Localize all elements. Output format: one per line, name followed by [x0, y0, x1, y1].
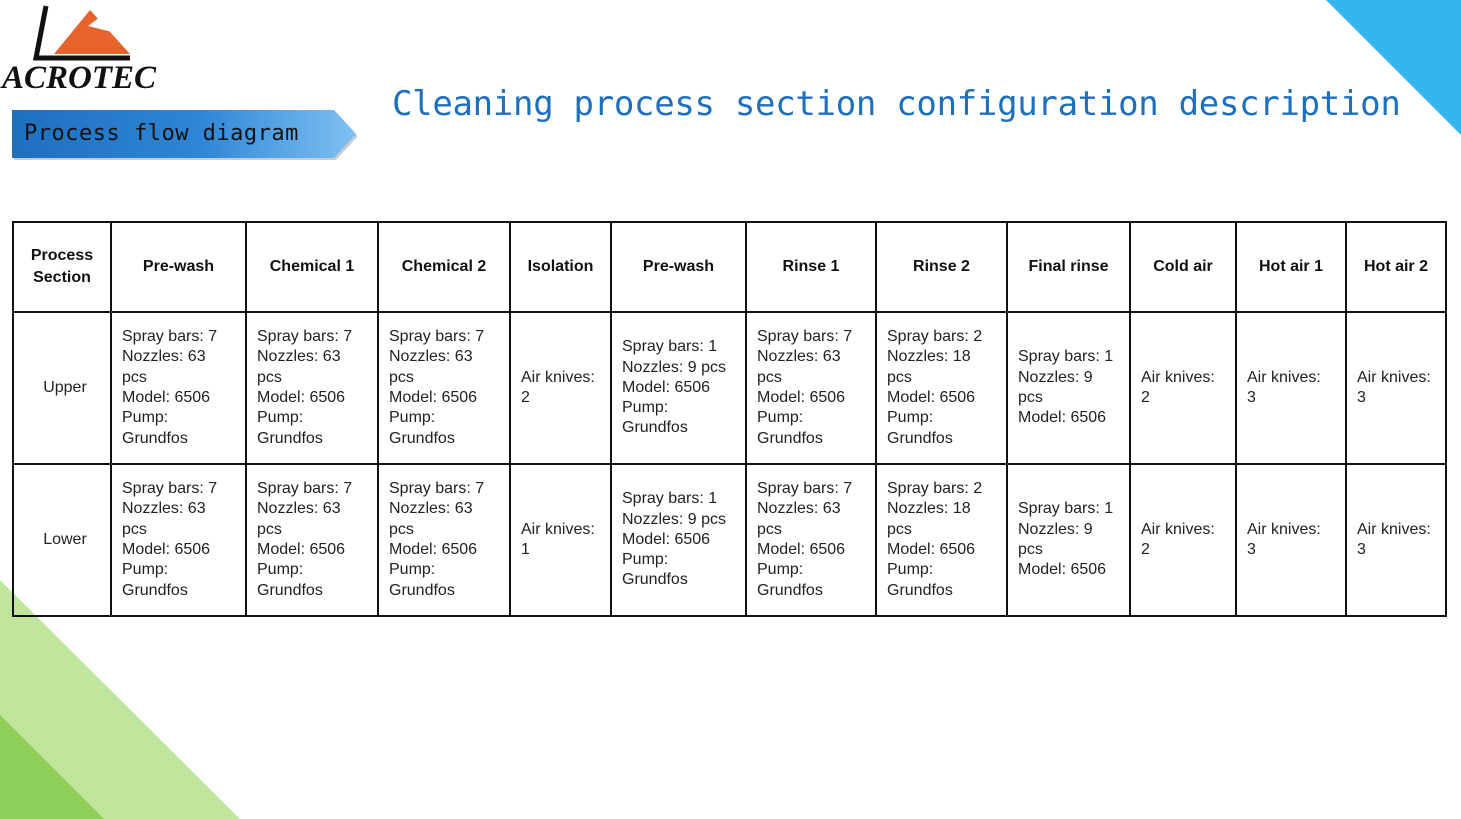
logo-mountain-icon [30, 4, 140, 62]
cell-line: 3 [1247, 541, 1256, 558]
cell-line: Nozzles: 9 pcs [622, 358, 727, 376]
cell-line: Spray bars: 7 [122, 328, 218, 346]
header-column: Hot air 2 [1346, 222, 1446, 312]
cell-line: Nozzles: 9 [1018, 520, 1093, 538]
cell-line: Pump: [887, 409, 934, 427]
header-column: Hot air 1 [1236, 222, 1346, 312]
table-row [13, 312, 1446, 464]
table-cell [1130, 464, 1236, 616]
cell-line: pcs [257, 368, 282, 386]
cell-line: Nozzles: 63 [389, 500, 473, 518]
cell-line: Model: 6506 [757, 541, 846, 558]
row-label: Upper [13, 312, 111, 464]
cell-line: Grundfos [887, 581, 953, 599]
cell-line: Spray bars: 7 [257, 480, 353, 498]
table-cell [246, 312, 378, 464]
table-cell [876, 312, 1007, 464]
cell-line: Pump: [887, 561, 934, 579]
cell-line: pcs [757, 520, 782, 538]
cell-line: Air knives: [1357, 368, 1431, 386]
page-title: Cleaning process section configuration description [392, 84, 1401, 124]
header-column: Cold air [1130, 222, 1236, 312]
header-column: Pre-wash [111, 222, 246, 312]
cell-line: Model: 6506 [887, 389, 976, 406]
cell-line: Spray bars: 1 [1018, 348, 1114, 366]
cell-line: pcs [757, 368, 782, 386]
cell-line: Nozzles: 18 [887, 500, 971, 518]
cell-line: Nozzles: 63 [122, 500, 206, 518]
cell-line: Nozzles: 18 [887, 348, 971, 366]
table-cell [746, 312, 876, 464]
cell-line: Nozzles: 63 [122, 348, 206, 366]
cell-line: Spray bars: 7 [757, 328, 853, 346]
cell-line: pcs [1018, 541, 1043, 558]
cell-line: Model: 6506 [757, 389, 846, 406]
cell-line: Pump: [257, 561, 304, 579]
cell-line: Spray bars: 7 [257, 328, 353, 346]
cell-line: pcs [257, 520, 282, 538]
cell-line: Spray bars: 2 [887, 328, 983, 346]
header-column: Isolation [510, 222, 611, 312]
table-cell [1346, 312, 1446, 464]
cell-line: Model: 6506 [389, 541, 478, 558]
cell-line: 1 [521, 541, 530, 558]
table-cell [1007, 464, 1130, 616]
header-column: Rinse 2 [876, 222, 1007, 312]
table-cell [246, 464, 378, 616]
header-process-section: Process Section [13, 222, 111, 312]
cell-line: pcs [1018, 389, 1043, 406]
cell-line: Air knives: [1141, 368, 1215, 386]
cell-line: Model: 6506 [122, 541, 211, 558]
table-cell [611, 312, 746, 464]
cell-line: Nozzles: 63 [757, 348, 841, 366]
cell-line: Nozzles: 63 [257, 348, 341, 366]
cell-line: Air knives: [1247, 368, 1321, 386]
cell-line: Grundfos [257, 581, 323, 599]
cell-line: Model: 6506 [257, 389, 346, 406]
cell-line: Model: 6506 [622, 378, 711, 396]
logo-text: ACROTEC [2, 60, 157, 96]
cell-line: pcs [887, 520, 912, 538]
table-cell [510, 312, 611, 464]
cell-line: 2 [1141, 541, 1150, 558]
cell-line: Model: 6506 [1018, 561, 1107, 579]
cell-line: 2 [521, 389, 530, 406]
cell-line: Model: 6506 [122, 389, 211, 406]
cell-line: Pump: [122, 409, 169, 427]
cell-line: Nozzles: 9 pcs [622, 510, 727, 528]
cell-line: Grundfos [887, 429, 953, 447]
table-row [13, 464, 1446, 616]
cell-line: Air knives: [521, 368, 595, 386]
cell-line: Pump: [122, 561, 169, 579]
cell-line: Model: 6506 [887, 541, 976, 558]
cell-line: 2 [1141, 389, 1150, 406]
cell-line: Grundfos [622, 571, 688, 589]
company-logo [0, 0, 170, 100]
cell-line: Nozzles: 63 [757, 500, 841, 518]
cell-line: Pump: [622, 551, 669, 569]
cell-line: Pump: [389, 409, 436, 427]
cell-line: Grundfos [622, 419, 688, 437]
cell-line: Spray bars: 7 [757, 480, 853, 498]
configuration-table [12, 221, 1447, 617]
cell-line: Model: 6506 [389, 389, 478, 406]
banner-label: Process flow diagram [24, 121, 299, 146]
cell-line: Grundfos [389, 429, 455, 447]
table-header-row [13, 222, 1446, 312]
cell-line: Spray bars: 2 [887, 480, 983, 498]
cell-line: Spray bars: 1 [1018, 500, 1114, 518]
table-cell [510, 464, 611, 616]
cell-line: Grundfos [122, 429, 188, 447]
cell-line: 3 [1357, 389, 1366, 406]
header-column: Pre-wash [611, 222, 746, 312]
cell-line: Pump: [389, 561, 436, 579]
cell-line: pcs [887, 368, 912, 386]
cell-line: Air knives: [1247, 520, 1321, 538]
header-column: Final rinse [1007, 222, 1130, 312]
cell-line: Spray bars: 7 [122, 480, 218, 498]
cell-line: Spray bars: 1 [622, 338, 718, 356]
cell-line: Grundfos [122, 581, 188, 599]
table-cell [1236, 312, 1346, 464]
cell-line: Grundfos [389, 581, 455, 599]
cell-line: Air knives: [1141, 520, 1215, 538]
header-column: Chemical 2 [378, 222, 510, 312]
cell-line: pcs [122, 368, 147, 386]
cell-line: pcs [122, 520, 147, 538]
cell-line: Pump: [757, 561, 804, 579]
cell-line: Model: 6506 [1018, 409, 1107, 427]
cell-line: Spray bars: 7 [389, 328, 485, 346]
cell-line: Spray bars: 1 [622, 490, 718, 508]
table-cell [378, 312, 510, 464]
table-cell [746, 464, 876, 616]
cell-line: Spray bars: 7 [389, 480, 485, 498]
cell-line: Grundfos [257, 429, 323, 447]
table-cell [611, 464, 746, 616]
table-cell [1130, 312, 1236, 464]
header-column: Rinse 1 [746, 222, 876, 312]
header-column: Chemical 1 [246, 222, 378, 312]
cell-line: Nozzles: 9 [1018, 368, 1093, 386]
cell-line: Air knives: [521, 520, 595, 538]
table-cell [876, 464, 1007, 616]
table-cell [1346, 464, 1446, 616]
table-cell [111, 312, 246, 464]
cell-line: Pump: [622, 399, 669, 417]
cell-line: Nozzles: 63 [389, 348, 473, 366]
cell-line: 3 [1247, 389, 1256, 406]
cell-line: Grundfos [757, 429, 823, 447]
section-banner [12, 110, 357, 160]
table-cell [1236, 464, 1346, 616]
table-cell [378, 464, 510, 616]
cell-line: Air knives: [1357, 520, 1431, 538]
cell-line: 3 [1357, 541, 1366, 558]
cell-line: pcs [389, 368, 414, 386]
cell-line: pcs [389, 520, 414, 538]
row-label: Lower [13, 464, 111, 616]
cell-line: Model: 6506 [622, 530, 711, 548]
cell-line: Pump: [757, 409, 804, 427]
cell-line: Model: 6506 [257, 541, 346, 558]
table-cell [111, 464, 246, 616]
table-cell [1007, 312, 1130, 464]
cell-line: Pump: [257, 409, 304, 427]
cell-line: Nozzles: 63 [257, 500, 341, 518]
cell-line: Grundfos [757, 581, 823, 599]
